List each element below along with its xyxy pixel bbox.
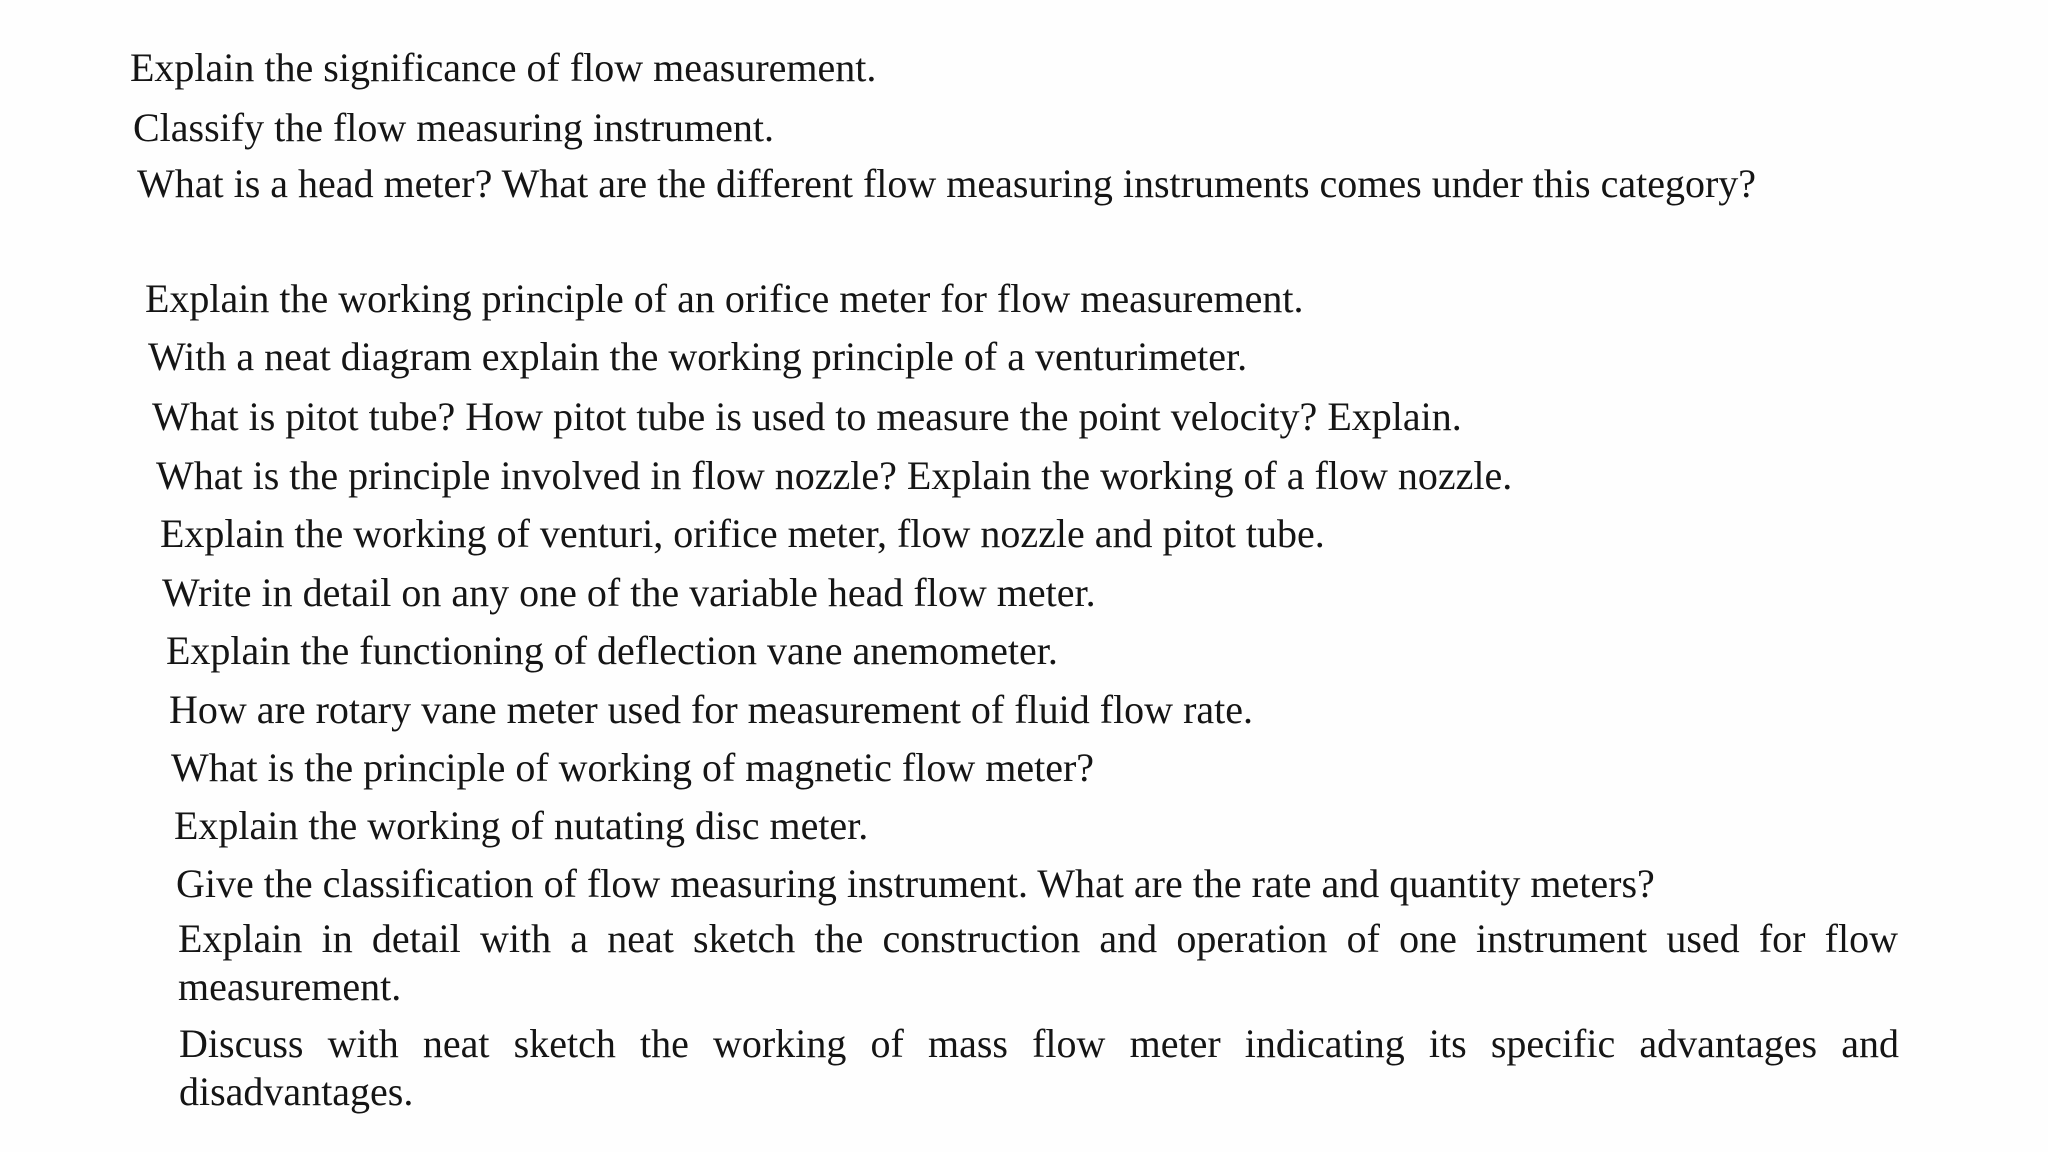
question-8: Explain the working of venturi, orifice meter, flow nozzle and pitot tube. — [160, 511, 1325, 556]
question-10: Explain the functioning of deflection vane anemometer. — [166, 628, 1058, 673]
question-1: Explain the significance of flow measurement. — [130, 45, 877, 90]
question-16: Discuss with neat sketch the working of mass flow meter indicating its specific advantages and disadvantages. — [179, 1021, 1899, 1114]
question-7: What is the principle involved in flow nozzle? Explain the working of a flow nozzle. — [156, 453, 1513, 498]
question-12: What is the principle of working of magnetic flow meter? — [171, 745, 1095, 790]
question-3: What is a head meter? What are the different flow measuring instruments comes under this category? — [137, 161, 1757, 206]
question-9: Write in detail on any one of the variable head flow meter. — [162, 570, 1096, 615]
question-15: Explain in detail with a neat sketch the construction and operation of one instrument used for flow measurement. — [178, 916, 1898, 1009]
question-11: How are rotary vane meter used for measurement of fluid flow rate. — [169, 687, 1254, 732]
question-2: Classify the flow measuring instrument. — [133, 105, 775, 150]
question-4: Explain the working principle of an orifice meter for flow measurement. — [145, 276, 1304, 321]
question-14: Give the classification of flow measuring instrument. What are the rate and quantity meters? — [176, 861, 1655, 906]
question-6: What is pitot tube? How pitot tube is used to measure the point velocity? Explain. — [152, 394, 1462, 439]
question-5: With a neat diagram explain the working principle of a venturimeter. — [148, 334, 1248, 379]
question-13: Explain the working of nutating disc meter. — [174, 803, 869, 848]
